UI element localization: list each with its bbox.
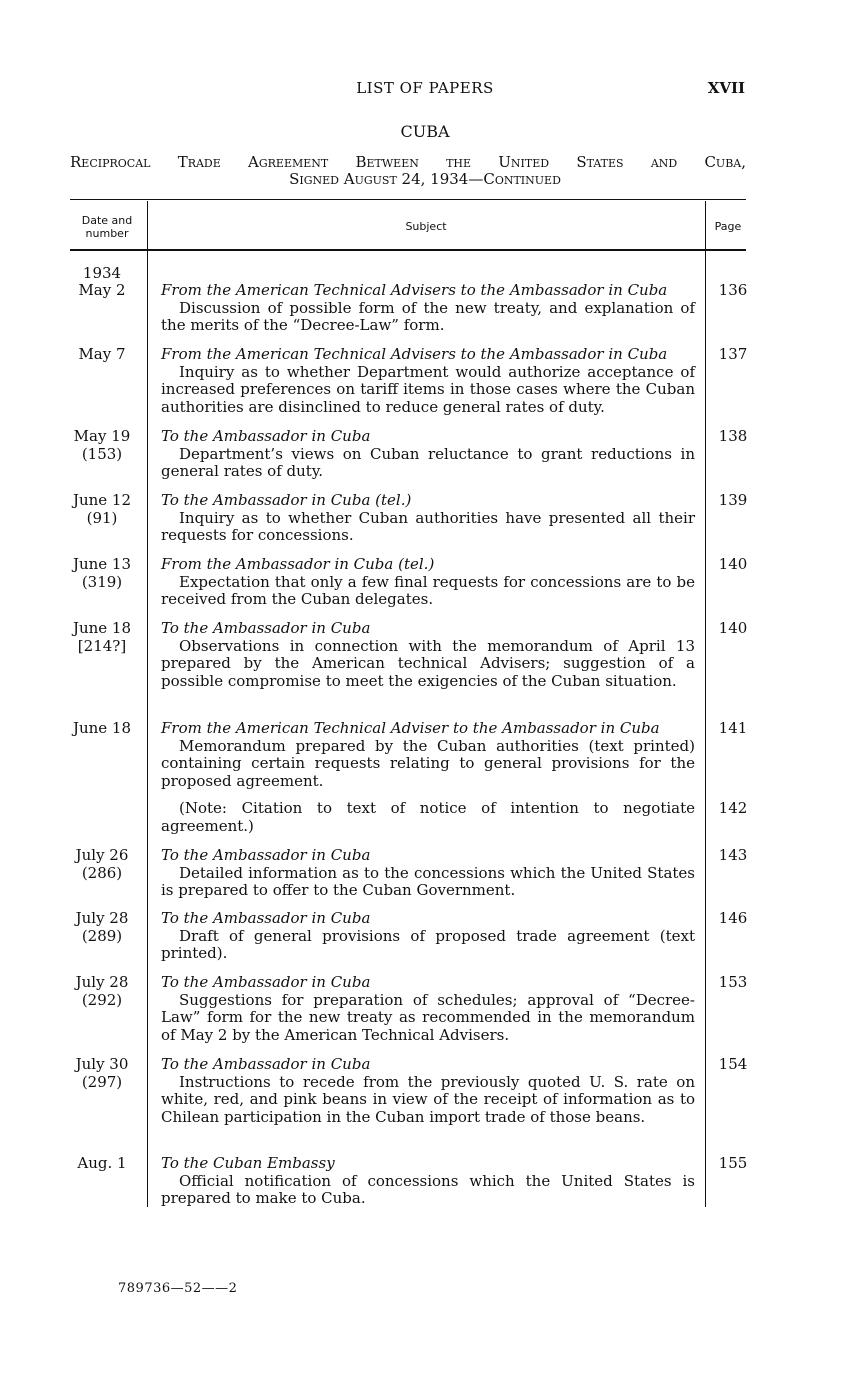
- entry-correspondent: To the Ambassador in Cuba: [161, 619, 371, 637]
- entry-date-text: July 26: [75, 846, 129, 864]
- column-divider-right: [705, 201, 706, 1207]
- entry-subject: [161, 1155, 695, 1208]
- entry-correspondent: To the Ambassador in Cuba: [161, 846, 371, 864]
- entry-subject: [161, 974, 695, 1044]
- entry-date: [62, 1155, 142, 1173]
- entry-subject: [161, 720, 695, 790]
- entry-description: Instructions to recede from the previously quoted U. S. rate on white, red, and pink beans in view of the receipt of information as to Chilean participation in the Cuban import trade of those beans.: [161, 1072, 695, 1126]
- entry-date: [62, 556, 142, 591]
- entry-date-text: July 28: [75, 909, 129, 927]
- entry-page: 140: [718, 619, 748, 637]
- entry-page: 140: [718, 555, 748, 573]
- entry-date: [62, 492, 142, 527]
- entry-correspondent: To the Ambassador in Cuba: [161, 427, 371, 445]
- entry-description: Observations in connection with the memorandum of April 13 prepared by the American technical Advisers; suggestion of a possible compromise to meet the exigencies of the Cuban situation.: [161, 636, 695, 690]
- table-header-rule: [70, 249, 746, 251]
- entry-date-text: May 19: [73, 427, 131, 445]
- entry-description: Discussion of possible form of the new treaty, and explanation of the merits of the “Decree-Law” form.: [161, 298, 695, 334]
- entry-subject: [161, 1056, 695, 1126]
- entry-date-text: July 28: [75, 973, 129, 991]
- entry-date-text: July 30: [75, 1055, 129, 1073]
- entry-date: [62, 282, 142, 300]
- entry-description: Detailed information as to the concessions which the United States is prepared to offer to the Cuban Government.: [161, 863, 695, 899]
- entry-date-text: May 7: [78, 345, 126, 363]
- entry-number: (91): [86, 508, 118, 527]
- entry-number: (153): [81, 444, 123, 463]
- entry-description: Official notification of concessions which the United States is prepared to make to Cuba.: [161, 1171, 695, 1207]
- entry-date-text: June 12: [72, 491, 132, 509]
- entry-page: 146: [718, 909, 748, 927]
- entry-page: 138: [718, 427, 748, 445]
- entry-correspondent: From the American Technical Advisers to the Ambassador in Cuba: [161, 345, 668, 363]
- entry-page: 153: [718, 973, 748, 991]
- entry-correspondent: From the American Technical Adviser to the Ambassador in Cuba: [161, 719, 660, 737]
- year-label: 1934: [82, 264, 122, 282]
- entry-description: (Note: Citation to text of notice of intention to negotiate agreement.): [161, 799, 695, 835]
- entry-subject: [161, 492, 695, 545]
- entry-number: (289): [81, 926, 123, 945]
- entry-description: Memorandum prepared by the Cuban authorities (text printed) containing certain requests relating to general provisions for the proposed agreement.: [161, 736, 695, 790]
- entry-number: (286): [81, 863, 123, 882]
- entry-date: [62, 428, 142, 463]
- entry-subject: [161, 620, 695, 690]
- entry-correspondent: To the Cuban Embassy: [161, 1154, 335, 1172]
- section-title: CUBA: [400, 122, 450, 141]
- entry-subject: [161, 847, 695, 900]
- entry-page: 142: [718, 799, 748, 817]
- entry-page: 137: [718, 345, 748, 363]
- entry-correspondent: To the Ambassador in Cuba: [161, 909, 371, 927]
- column-divider-left: [147, 201, 148, 1207]
- table-top-rule: [70, 199, 746, 200]
- entry-description: Inquiry as to whether Cuban authorities have presented all their requests for concessions.: [161, 508, 695, 544]
- entry-date: [62, 910, 142, 945]
- entry-date: [62, 346, 142, 364]
- entry-correspondent: From the American Technical Advisers to the Ambassador in Cuba: [161, 281, 668, 299]
- entry-number: [214?]: [77, 636, 127, 655]
- entry-subject: [161, 282, 695, 335]
- entry-subject: [161, 800, 695, 835]
- entry-correspondent: From the Ambassador in Cuba (tel.): [161, 555, 435, 573]
- entry-description: Suggestions for preparation of schedules; approval of “Decree-Law” form for the new treaty as recommended in the memorandum of May 2 by the American Technical Advisers.: [161, 990, 695, 1044]
- entry-correspondent: To the Ambassador in Cuba (tel.): [161, 491, 412, 509]
- running-title: LIST OF PAPERS: [356, 79, 494, 97]
- entry-date-text: Aug. 1: [77, 1154, 127, 1172]
- entry-subject: [161, 556, 695, 609]
- entry-page: 139: [718, 491, 748, 509]
- page-number: XVII: [707, 79, 745, 97]
- entry-number: (319): [81, 572, 123, 591]
- entry-date: [62, 974, 142, 1009]
- entry-date: [62, 620, 142, 655]
- subtitle-line-1: Reciprocal Trade Agreement Between the United States and Cuba,: [70, 153, 746, 171]
- printer-mark: 789736—52——2: [118, 1281, 238, 1296]
- entry-page: 154: [718, 1055, 748, 1073]
- entry-description: Department’s views on Cuban reluctance to grant reductions in general rates of duty.: [161, 444, 695, 480]
- entry-description: Draft of general provisions of proposed trade agreement (text printed).: [161, 926, 695, 962]
- entry-correspondent: To the Ambassador in Cuba: [161, 973, 371, 991]
- subtitle-line-2: Signed August 24, 1934—Continued: [289, 170, 561, 188]
- entry-date: [62, 847, 142, 882]
- entry-subject: [161, 428, 695, 481]
- column-header-date: Date and number: [81, 214, 133, 240]
- entry-date: [62, 1056, 142, 1091]
- entry-description: Inquiry as to whether Department would authorize acceptance of increased preferences on tariff items in those cases where the Cuban authorities are disinclined to reduce general rates of duty.: [161, 362, 695, 416]
- column-header-page: Page: [714, 220, 742, 233]
- entry-number: (297): [81, 1072, 123, 1091]
- entry-number: (292): [81, 990, 123, 1009]
- entry-subject: [161, 910, 695, 963]
- entry-date-text: June 18: [72, 719, 132, 737]
- entry-date-text: May 2: [78, 281, 126, 299]
- entry-date-text: June 13: [72, 555, 132, 573]
- entry-page: 155: [718, 1154, 748, 1172]
- entry-page: 136: [718, 281, 748, 299]
- entry-page: 143: [718, 846, 748, 864]
- entry-date: [62, 720, 142, 738]
- entry-subject: [161, 346, 695, 416]
- entry-description: Expectation that only a few final requests for concessions are to be received from the Cuban delegates.: [161, 572, 695, 608]
- entry-page: 141: [718, 719, 748, 737]
- entry-correspondent: To the Ambassador in Cuba: [161, 1055, 371, 1073]
- column-header-subject: Subject: [405, 220, 447, 233]
- entry-date-text: June 18: [72, 619, 132, 637]
